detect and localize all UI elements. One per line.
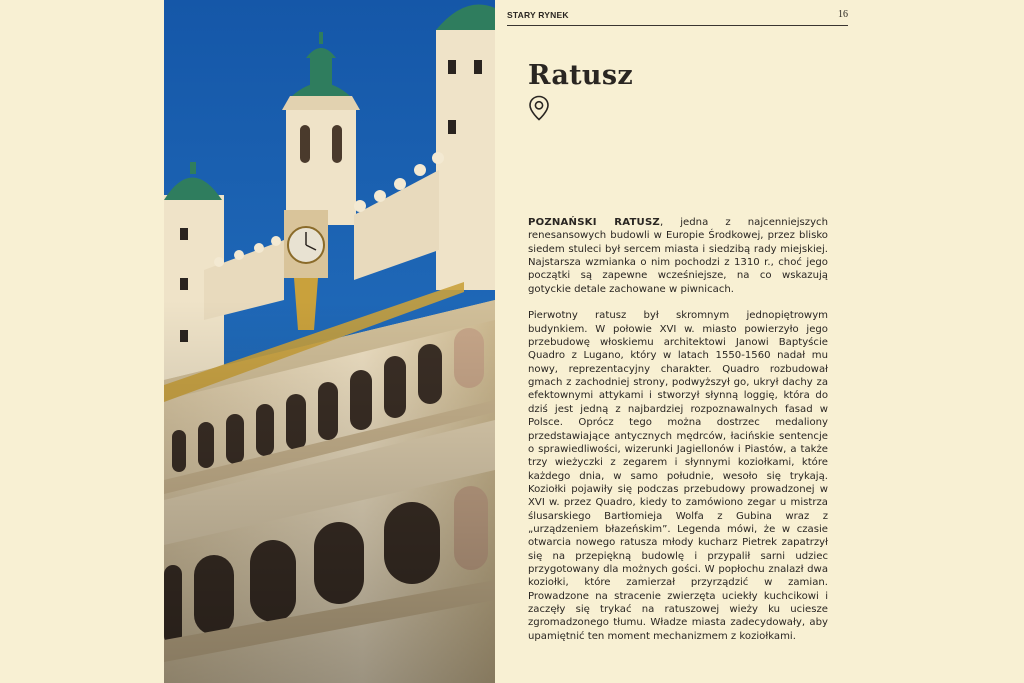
running-header [507, 10, 848, 26]
article-title: Ratusz [528, 60, 633, 91]
page-number: 16 [838, 9, 848, 20]
lead-caps: POZNAŃSKI RATUSZ [528, 217, 660, 228]
town-hall-photo [164, 0, 495, 683]
article-body [528, 216, 828, 656]
map-pin-icon [528, 95, 550, 121]
text-page [495, 0, 1024, 683]
paragraph-1-text: , jedna z najcenniejszych renesansowych budowli w Europie Środkowej, przez blisko siedem stuleci był sercem miasta i siedzibą rady miejskiej. Najstarsza wzmianka o nim pochodzi z 1310 r., choć jego początki są zapewne wcześniejsze, na co wskazują gotyckie detale zachowane w piwnicach. [528, 217, 828, 295]
paragraph-2: Pierwotny ratusz był skromnym jednopiętrowym budynkiem. W połowie XVI w. miasto powierzyło jego przebudowę włoskiemu architektowi Janowi Baptyście Quadro z Lugano, który w latach 1550-1560 nadał mu nowy, reprezentacyjny charakter. Quadro rozbudował gmach z zachodniej strony, podwyższył go, ukrył dachy za efektownymi attykami i stworzył słynną loggię, która do dziś jest jedną z najbardziej rozpoznawalnych fasad w Polsce. Oprócz tego można dostrzec medaliony przedstawiające antycznych mędrców, łacińskie sentencje o sprawiedliwości, wizerunki Jagiellonów i Piastów, a także trzy wieżyczki z zegarem i słynnymi koziołkami, które każdego dnia, w samo południe, wesoło się trykają. Koziołki pojawiły się podczas przebudowy prowadzonej w XVI w. przez Quadro, kiedy to zamówiono zegar u mistrza ślusarskiego Bartłomieja Wolfa z Gubina wraz z „urządzeniem błazeńskim”. Legenda mówi, że w czasie otwarcia nowego ratusza młody kucharz Pietrek zapatrzył się na przepiękną budowlę i przypalił sarni udziec przygotowany dla możnych gości. W popłochu znalazł dwa koziołki, które zamierzał przyrządzić w zamian. Prowadzone na stracenie zwierzęta uciekły kuchcikowi i zaczęły się trykać na ratuszowej wieży ku uciesze zgromadzonego tłumu. Władze miasta zadecydowały, aby upamiętnić ten moment mechanizmem z koziołkami. [528, 310, 828, 642]
paragraph-1 [528, 216, 828, 296]
section-name: STARY RYNEK [507, 10, 569, 20]
